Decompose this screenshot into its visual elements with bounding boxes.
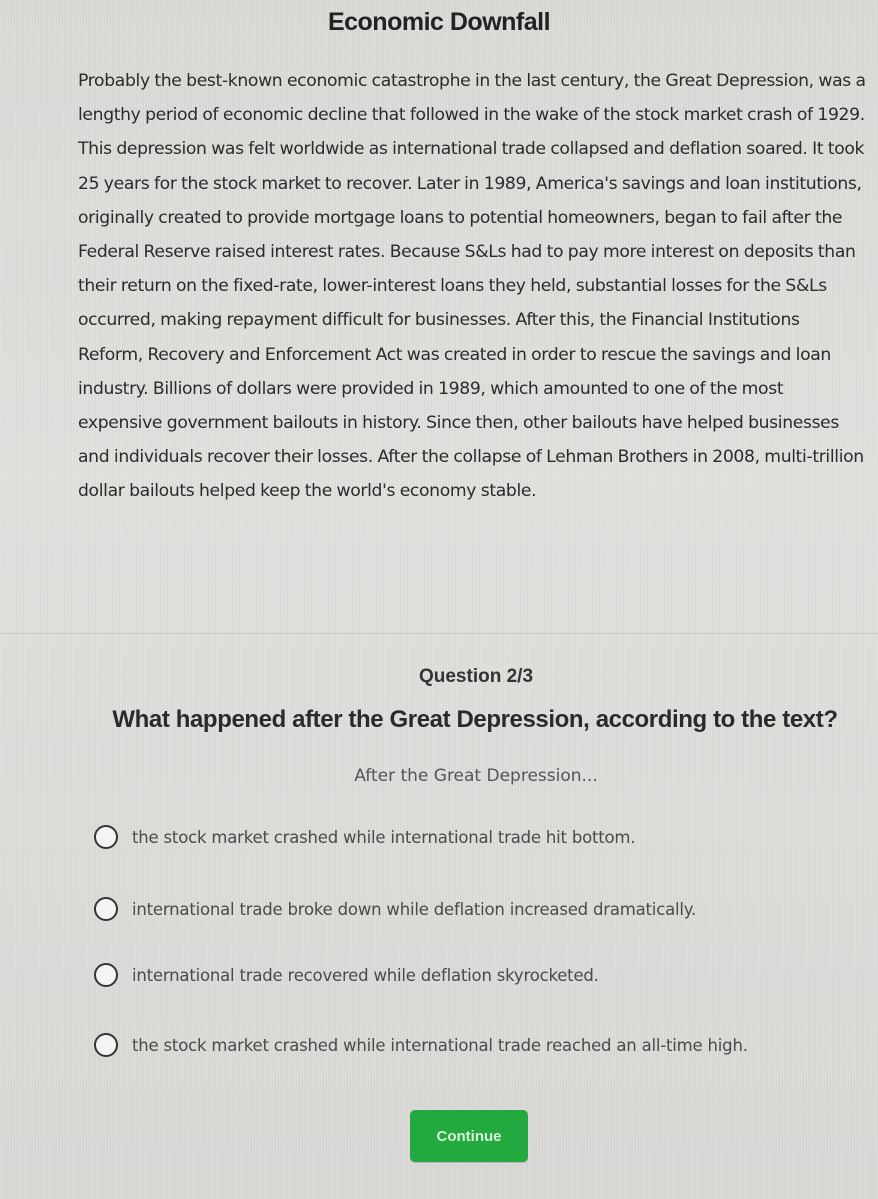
answer-option-2[interactable]: [94, 894, 696, 924]
radio-button-icon[interactable]: [94, 825, 118, 849]
answer-option-label: the stock market crashed while international trade hit bottom.: [132, 827, 636, 847]
continue-button[interactable]: Continue: [410, 1110, 528, 1162]
question-number: Question 2/3: [418, 666, 534, 687]
answer-option-3[interactable]: [94, 960, 599, 990]
question-text: What happened after the Great Depression, according to the text?: [112, 706, 838, 733]
radio-button-icon[interactable]: [94, 897, 118, 921]
radio-button-icon[interactable]: [94, 963, 118, 987]
radio-button-icon[interactable]: [94, 1033, 118, 1057]
reading-passage: Probably the best-known economic catastrophe in the last century, the Great Depression, was a lengthy period of economic decline that followed in the wake of the stock market crash of 1929. This depression was felt worldwide as international trade collapsed and deflation soared. It took 25 years for the stock market to recover. Later in 1989, America's savings and loan institutions, originally created to provide mortgage loans to potential homeowners, began to fail after the Federal Reserve raised interest rates. Because S&Ls had to pay more interest on deposits than their return on the fixed-rate, lower-interest loans they held, substantial losses for the S&Ls occurred, making repayment difficult for businesses. After this, the Financial Institutions Reform, Recovery and Enforcement Act was created in order to rescue the savings and loan industry. Billions of dollars were provided in 1989, which amounted to one of the most expensive government bailouts in history. Since then, other bailouts have helped businesses and individuals recover their losses. After the collapse of Lehman Brothers in 2008, multi-trillion dollar bailouts helped keep the world's economy stable.: [78, 71, 866, 502]
answer-option-4[interactable]: [94, 1030, 748, 1060]
section-divider: [0, 633, 878, 634]
answer-option-label: international trade broke down while deflation increased dramatically.: [132, 899, 696, 919]
answer-option-label: international trade recovered while deflation skyrocketed.: [132, 965, 599, 985]
question-prompt: After the Great Depression...: [354, 766, 598, 786]
answer-option-1[interactable]: [94, 822, 635, 852]
answer-option-label: the stock market crashed while international trade reached an all-time high.: [132, 1035, 748, 1055]
page-title: Economic Downfall: [327, 8, 551, 36]
